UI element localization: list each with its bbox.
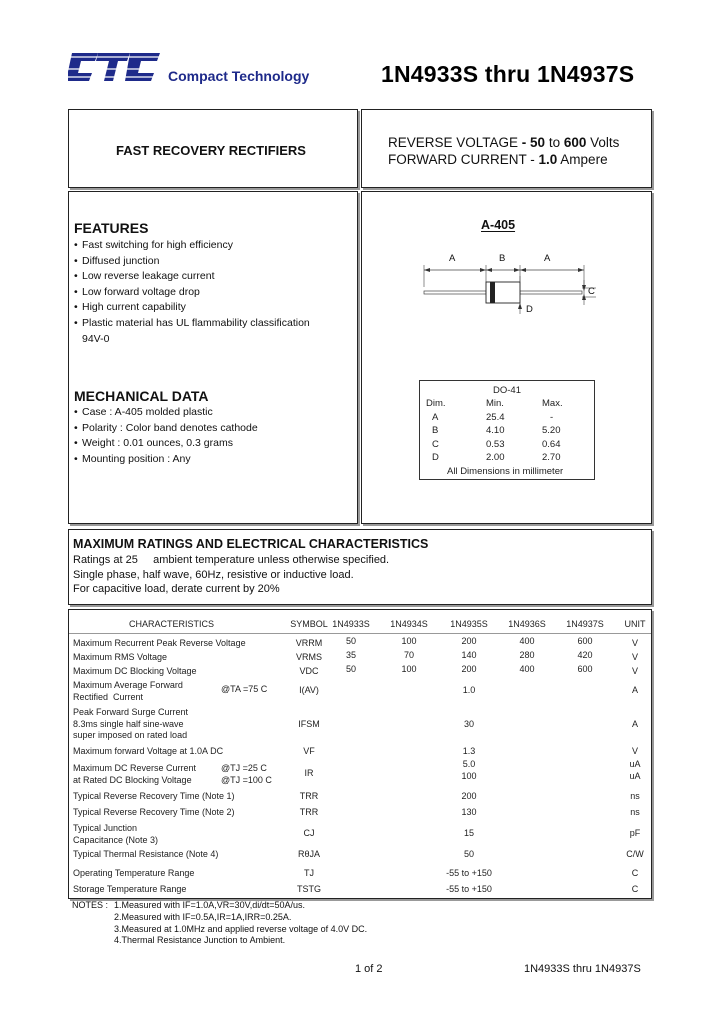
dimension-footnote: All Dimensions in millimeter (447, 466, 564, 477)
footer-part-number: 1N4933S thru 1N4937S (524, 963, 641, 975)
row-value: 5.0 100 (461, 759, 477, 781)
row-characteristic: Maximum forward Voltage at 1.0A DC (73, 746, 224, 756)
row-unit: C (631, 884, 639, 894)
row-characteristic: Typical Reverse Recovery Time (Note 2) (73, 807, 235, 817)
row-unit: C (631, 868, 639, 878)
note-item: 4.Thermal Resistance Junction to Ambient. (114, 935, 286, 946)
row-value: 600 (577, 636, 593, 646)
table-header: 1N4936S (508, 619, 546, 629)
rv-max: 600 (563, 135, 587, 150)
table-header: CHARACTERISTICS (129, 619, 215, 629)
row-symbol: CJ (303, 828, 315, 838)
note-item: 1.Measured with IF=1.0A,VR=30V,di/dt=50A/us. (114, 900, 306, 910)
row-unit: pF (629, 828, 641, 838)
list-item: • Weight : 0.01 ounces, 0.3 grams (74, 436, 354, 452)
dim-cell: 5.20 (542, 425, 561, 437)
row-unit: C/W (626, 849, 644, 859)
dim-label-a-left: A (449, 253, 456, 264)
table-row (426, 438, 592, 452)
row-characteristic: Maximum Average Forward Rectified Current (73, 680, 183, 702)
row-unit: V (631, 746, 638, 756)
row-value: 130 (461, 807, 477, 817)
row-condition: @TA =75 C (221, 684, 268, 694)
category-box (68, 109, 358, 188)
row-value: 50 (463, 849, 474, 859)
row-symbol: IR (304, 768, 314, 778)
row-unit: ns (630, 807, 640, 817)
table-header: 1N4935S (450, 619, 488, 629)
list-item: • Low reverse leakage current (74, 269, 354, 285)
list-item: • Low forward voltage drop (74, 285, 354, 301)
dimension-table-title: DO-41 (493, 385, 521, 396)
list-item: • High current capability (74, 300, 354, 316)
row-symbol: VDC (299, 666, 319, 676)
notes-label: NOTES : (72, 900, 109, 910)
row-symbol: IFSM (298, 719, 320, 729)
row-unit: uA uA (629, 759, 641, 781)
list-item: • Plastic material has UL flammability classification (74, 316, 354, 332)
row-characteristic: Typical Junction Capacitance (Note 3) (73, 823, 159, 845)
row-value: 35 (345, 650, 356, 660)
dim-cell: 4.10 (486, 425, 505, 437)
row-value: 30 (463, 719, 474, 729)
package-box (361, 191, 652, 524)
features-box (68, 191, 358, 524)
company-logo (68, 47, 162, 87)
ratings-box (68, 529, 652, 605)
ratings-line: For capacitive load, derate current by 20% (73, 583, 280, 595)
row-symbol: TJ (304, 868, 314, 878)
notes-line (72, 900, 367, 912)
features-list (74, 238, 354, 332)
dim-cell: D (432, 452, 439, 464)
row-symbol: TRR (299, 807, 319, 817)
dim-cell: 2.00 (486, 452, 505, 464)
page-number: 1 of 2 (355, 963, 383, 975)
table-header: 1N4933S (332, 619, 370, 629)
features-title: FEATURES (74, 220, 149, 236)
table-row (426, 451, 592, 465)
dim-label-d: D (526, 304, 533, 315)
row-value: 200 (461, 636, 477, 646)
row-characteristic: Peak Forward Surge Current 8.3ms single half sine-wave super imposed on rated load (73, 707, 189, 740)
rv-dash: - (518, 135, 531, 150)
row-characteristic: Maximum RMS Voltage (73, 652, 168, 662)
note-item: 2.Measured with IF=0.5A,IR=1A,IRR=0.25A. (114, 911, 292, 922)
row-value: 420 (577, 650, 593, 660)
package-outline-drawing (362, 242, 653, 322)
dim-cell: A (432, 411, 439, 423)
row-characteristic: Maximum DC Reverse Current at Rated DC Blocking Voltage (73, 763, 197, 785)
dim-cell: 0.64 (542, 438, 561, 450)
company-name: Compact Technology (168, 68, 310, 84)
list-item: • Fast switching for high efficiency (74, 238, 354, 254)
dim-label-c: C (588, 286, 595, 297)
row-symbol: VF (303, 746, 315, 756)
part-number-title: 1N4933S thru 1N4937S (381, 61, 635, 87)
header-divider (69, 633, 651, 634)
row-unit: V (631, 666, 638, 676)
row-symbol: VRMS (295, 652, 322, 662)
dimension-table-frame (419, 380, 595, 480)
row-characteristic: Typical Thermal Resistance (Note 4) (73, 849, 219, 859)
row-characteristic: Maximum Recurrent Peak Reverse Voltage (73, 638, 246, 648)
row-value: 400 (519, 664, 535, 674)
fc-label: FORWARD CURRENT (388, 152, 527, 167)
ctc-logo-icon (68, 47, 162, 87)
row-characteristic: Operating Temperature Range (73, 868, 195, 878)
list-item: • Mounting position : Any (74, 452, 354, 468)
row-value: -55 to +150 (446, 884, 492, 894)
features-continuation: 94V-0 (82, 333, 110, 345)
table-row (426, 424, 592, 438)
rv-unit: Volts (586, 135, 620, 150)
dim-cell: B (432, 425, 439, 437)
ratings-line: Single phase, half wave, 60Hz, resistive or inductive load. (73, 569, 354, 581)
row-characteristic: Storage Temperature Range (73, 884, 187, 894)
dim-header: Max. (542, 398, 563, 410)
table-header: UNIT (624, 619, 646, 629)
rv-min: 50 (530, 135, 546, 150)
row-value: 200 (461, 664, 477, 674)
row-symbol: RθJA (297, 849, 320, 859)
dim-cell: - (550, 411, 554, 423)
dimension-table (426, 397, 592, 465)
row-value: 280 (519, 650, 535, 660)
row-value: 140 (461, 650, 477, 660)
dim-header: Min. (486, 398, 504, 410)
row-unit: A (631, 719, 638, 729)
row-value: 100 (401, 636, 417, 646)
row-symbol: TSTG (297, 884, 321, 894)
dim-cell: 25.4 (486, 411, 505, 423)
row-value: 1.3 (462, 746, 476, 756)
fc-value: 1.0 (538, 152, 558, 167)
package-name: A-405 (481, 218, 516, 232)
note-item: 3.Measured at 1.0MHz and applied reverse voltage of 4.0V DC. (114, 923, 368, 934)
ratings-title: MAXIMUM RATINGS AND ELECTRICAL CHARACTERISTICS (73, 537, 429, 551)
row-unit: V (631, 638, 638, 648)
row-characteristic: Typical Reverse Recovery Time (Note 1) (73, 791, 235, 801)
row-value: 600 (577, 664, 593, 674)
mechanical-list (74, 405, 354, 467)
fc-dash: - (526, 152, 539, 167)
row-value: 1.0 (462, 685, 476, 695)
table-header: SYMBOL (290, 619, 328, 629)
dim-label-a-right: A (544, 253, 551, 264)
row-symbol: VRRM (295, 638, 323, 648)
dim-cell: C (432, 438, 439, 450)
row-value: 200 (461, 791, 477, 801)
mechanical-title: MECHANICAL DATA (74, 388, 209, 404)
characteristics-table-box (68, 609, 652, 899)
row-value: 50 (345, 664, 356, 674)
row-unit: A (631, 685, 638, 695)
dim-cell: 0.53 (486, 438, 505, 450)
category-title: FAST RECOVERY RECTIFIERS (116, 143, 306, 158)
row-symbol: TRR (299, 791, 319, 801)
row-value: 400 (519, 636, 535, 646)
row-value: 50 (345, 636, 356, 646)
forward-current-line (388, 151, 608, 168)
row-value: 70 (403, 650, 414, 660)
list-item: • Case : A-405 molded plastic (74, 405, 354, 421)
characteristics-table (69, 610, 651, 898)
rv-to: to (545, 135, 564, 150)
rating-summary-box (361, 109, 652, 188)
table-header: 1N4934S (390, 619, 428, 629)
row-value: 15 (463, 828, 474, 838)
logo-text (68, 47, 69, 48)
dim-cell: 2.70 (542, 452, 561, 464)
list-item: • Diffused junction (74, 254, 354, 270)
table-header: 1N4937S (566, 619, 604, 629)
dim-header: Dim. (426, 398, 446, 410)
row-unit: V (631, 652, 638, 662)
row-symbol: I(AV) (299, 685, 319, 695)
list-item: • Polarity : Color band denotes cathode (74, 421, 354, 437)
notes (72, 900, 367, 947)
row-value: -55 to +150 (446, 868, 492, 878)
rv-label: REVERSE VOLTAGE (388, 135, 519, 150)
row-condition: @TJ =25 C @TJ =100 C (221, 763, 272, 785)
row-value: 100 (401, 664, 417, 674)
row-unit: ns (630, 791, 640, 801)
row-characteristic: Maximum DC Blocking Voltage (73, 666, 197, 676)
reverse-voltage-line (388, 134, 619, 151)
ratings-line: Ratings at 25 ambient temperature unless otherwise specified. (73, 554, 390, 566)
dim-label-b: B (499, 253, 506, 264)
table-row (426, 411, 592, 425)
fc-unit: Ampere (557, 152, 608, 167)
